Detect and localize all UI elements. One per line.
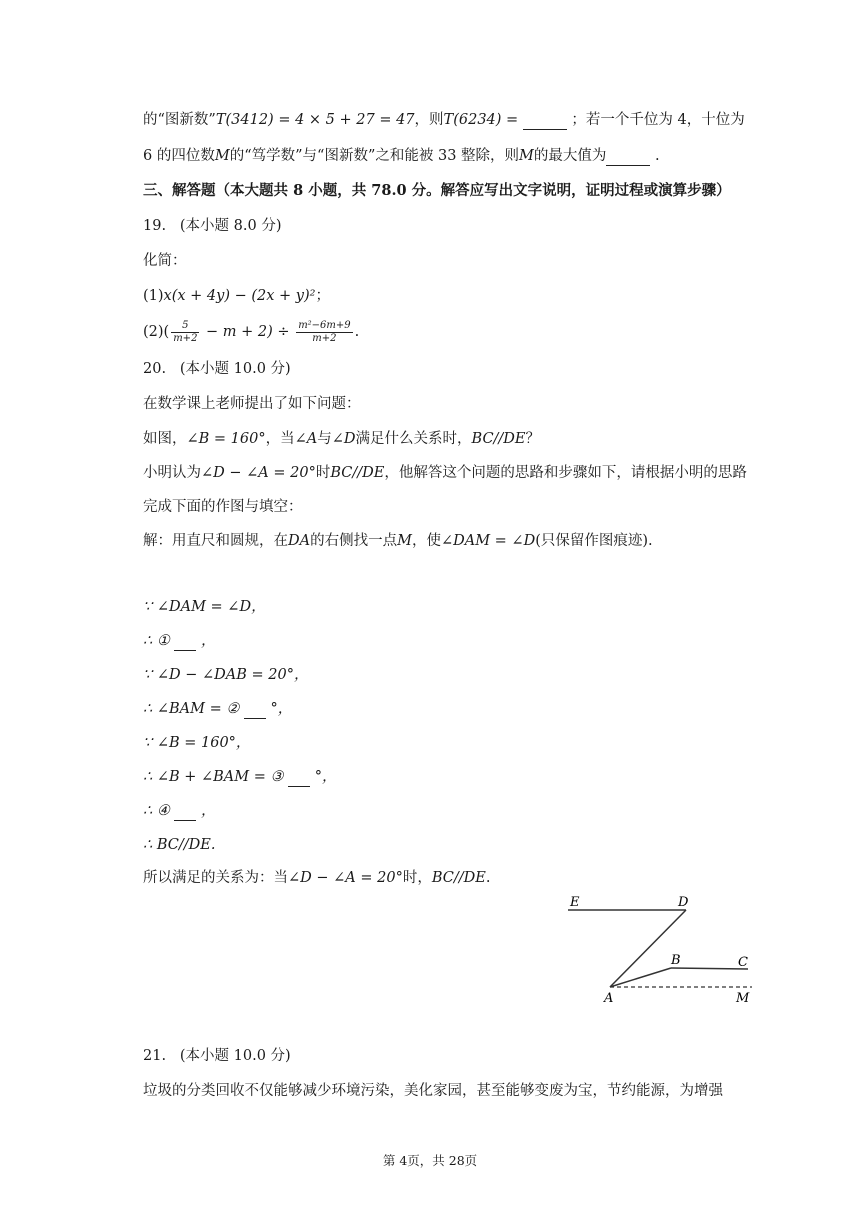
- q20-conclusion: 所以满足的关系为：当∠D − ∠A = 20°时，BC//DE.: [143, 870, 491, 886]
- q18-line2: 6 的四位数M的“笃学数”与“图新数”之和能被 33 整除，则M的最大值为 .: [143, 148, 660, 164]
- answer-blank[interactable]: [174, 820, 196, 821]
- q21-header: 21. (本小题 10.0 分): [143, 1048, 291, 1064]
- fraction: $\frac{5}{m+2}$: [173, 319, 198, 344]
- q20-xiaoming: 小明认为∠D − ∠A = 20°时BC//DE，他解答这个问题的思路和步骤如下，请根据小明的思路: [143, 465, 747, 481]
- q20-solution: 解：用直尺和圆规，在DA的右侧找一点M，使∠DAM = ∠D(只保留作图痕迹).: [143, 533, 653, 549]
- q18-line1: 的“图新数”T(3412) = 4 × 5 + 27 = 47，则T(6234) = ；若一个千位为 4，十位为: [143, 112, 745, 128]
- q21-text: 垃圾的分类回收不仅能够减少环境污染，美化家园，甚至能够变废为宝，节约能源，为增强: [143, 1083, 723, 1099]
- q19-part2: (2)( $\frac{5}{m+2}$ − m + 2) ÷ $\frac{\text{m²−6m+9}}{m+2}$ .: [143, 319, 360, 344]
- geometry-figure: [560, 890, 760, 1010]
- section-heading: 三、解答题（本大题共 8 小题，共 78.0 分。解答应写出文字说明，证明过程或演算步骤）: [143, 182, 731, 199]
- q20-xiaoming-line2: 完成下面的作图与填空：: [143, 499, 303, 515]
- step-7: ∴ ④ ，: [143, 803, 216, 819]
- step-8: ∴ BC//DE.: [143, 837, 216, 853]
- q20-intro: 在数学课上老师提出了如下问题：: [143, 396, 361, 412]
- label-C: C: [738, 955, 748, 970]
- step-1: ∵ ∠DAM = ∠D，: [143, 599, 266, 615]
- label-E: E: [570, 895, 580, 910]
- answer-blank[interactable]: [606, 165, 650, 166]
- page-footer: 第 4页，共 28页: [382, 1153, 478, 1168]
- label-D: D: [678, 895, 689, 910]
- step-4: ∴ ∠BAM = ② °，: [143, 701, 293, 717]
- answer-blank[interactable]: [523, 129, 567, 130]
- step-3: ∵ ∠D − ∠DAB = 20°，: [143, 667, 309, 683]
- answer-blank[interactable]: [244, 718, 266, 719]
- q19-instruction: 化简：: [143, 253, 187, 269]
- answer-blank[interactable]: [288, 786, 310, 787]
- line-BC: [671, 968, 748, 969]
- q20-question: 如图，∠B = 160°，当∠A与∠D满足什么关系时，BC//DE？: [143, 431, 541, 447]
- q20-header: 20. (本小题 10.0 分): [143, 361, 291, 377]
- answer-blank[interactable]: [174, 650, 196, 651]
- fraction: $\frac{\text{m²−6m+9}}{m+2}$: [298, 319, 351, 344]
- step-2: ∴ ① ，: [143, 633, 216, 649]
- label-B: B: [671, 953, 681, 968]
- label-M: M: [736, 991, 750, 1006]
- step-5: ∵ ∠B = 160°，: [143, 735, 251, 751]
- step-6: ∴ ∠B + ∠BAM = ③ °，: [143, 769, 337, 785]
- label-A: A: [604, 991, 614, 1006]
- q19-header: 19. (本小题 8.0 分): [143, 218, 282, 234]
- q19-part1: (1)x(x + 4y) − (2x + y)²；: [143, 288, 330, 304]
